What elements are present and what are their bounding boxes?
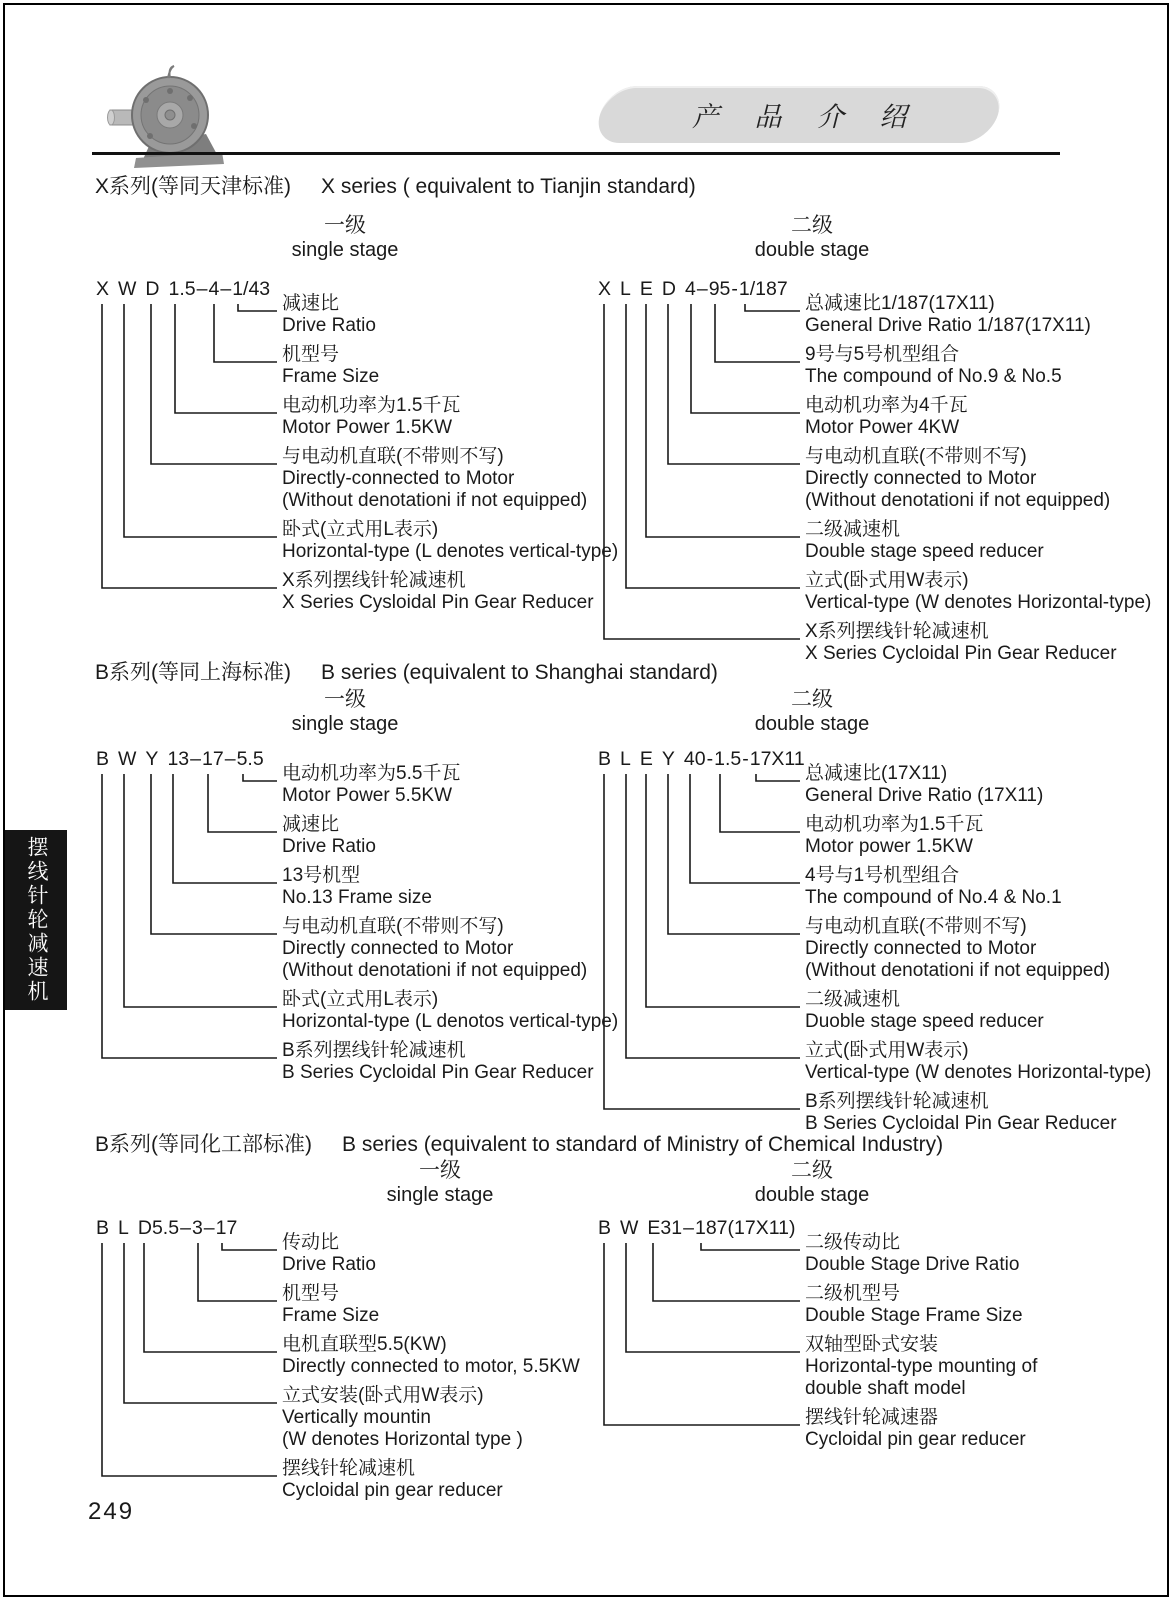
callout-item [805,915,1151,982]
callout-label-zh: 减速比 [282,814,340,835]
callout-item [805,762,1151,807]
model-code-segment: – [220,278,232,300]
stage-label-zh: 一级 [324,214,366,237]
callout-label-zh: 9号与5号机型组合 [805,344,960,365]
callout-label-en: X Series Cycloidal Pin Gear Reducer [805,643,1117,664]
callout-label-zh: X系列摆线针轮减速机 [282,570,466,591]
callout-label-zh: 二级机型号 [805,1283,901,1304]
callout-item [805,445,1151,512]
model-code-diagram [598,278,1158,664]
callout-item [805,292,1151,337]
callout-labels [805,1231,1037,1457]
callout-item [282,762,618,807]
callout-label-en: Directly connected to Motor [805,938,1037,959]
model-code-segment: W [620,1217,639,1239]
callout-item [282,988,618,1033]
chapter-side-tab [5,830,67,1010]
model-code-segment: D [661,278,676,300]
model-code-segment: Y [661,748,675,770]
callout-item [805,343,1151,388]
callout-label-zh: 卧式(立式用L表示) [282,989,439,1010]
stage-label-en: double stage [754,239,870,261]
model-code-segment: 4 [208,278,220,300]
model-code-segment: - [706,748,714,770]
chapter-side-tab-text: 摆线针轮减速机 [25,836,48,1004]
callout-label-en: (Without denotationi if not equipped) [282,490,588,511]
callout-label-zh: 立式安装(卧式用W表示) [282,1385,484,1406]
callout-item [805,569,1151,614]
model-code-segment: – [203,1217,215,1239]
model-code-segment: – [696,278,708,300]
stage-header-single [235,214,455,262]
callout-label-en: Vertically mountin [282,1407,431,1428]
callout-label-en: Drive Ratio [282,1254,376,1275]
callout-label-zh: 卧式(立式用L表示) [282,519,439,540]
callout-label-zh: 双轴型卧式安装 [805,1334,939,1355]
callout-label-zh: 减速比 [282,293,340,314]
callout-item [805,1039,1151,1084]
model-code-segment: – [683,1217,694,1239]
callout-label-zh: 总减速比1/187(17X11) [805,293,995,314]
model-code-segment: L [118,1217,129,1239]
callout-label-en: Horizontal-type (L denotos vertical-type) [282,1011,619,1032]
callout-label-zh: 立式(卧式用W表示) [805,570,969,591]
stage-header-single [235,688,455,736]
callout-label-zh: B系列摆线针轮减速机 [805,1091,989,1112]
callout-label-en: Drive Ratio [282,315,376,336]
model-code-segment: 17 [202,748,224,770]
callout-label-en: Vertical-type (W denotes Horizontal-type) [805,592,1152,613]
callout-label-en: Horizontal-type (L denotes vertical-type) [282,541,619,562]
callout-item [282,518,618,563]
callout-label-zh: 电动机功率为1.5千瓦 [805,814,984,835]
model-code-segment: B [598,1217,612,1239]
callout-item [805,1333,1037,1400]
product-intro-banner-text: 产 品 介 绍 [691,102,921,132]
section-title-zh: B系列(等同化工部标准) [95,1133,312,1156]
model-code-diagram [598,1217,1158,1450]
callout-label-zh: 与电动机直联(不带则不写) [282,916,504,937]
model-code-segment: B [598,748,612,770]
callout-label-zh: 摆线针轮减速器 [805,1407,939,1428]
callout-item [282,569,618,614]
model-code-diagram [96,278,619,613]
callout-labels [805,292,1151,671]
model-code-diagram [96,1217,591,1501]
model-code-segment: 5.5 [236,748,264,770]
callout-item [282,1282,580,1327]
model-code-segment: 1/43 [232,278,271,300]
callout-labels [282,1231,580,1508]
callout-label-en: (W denotes Horizontal type ) [282,1429,523,1450]
callout-label-en: Frame Size [282,1305,380,1326]
model-code-segment: 17X11 [749,748,805,770]
callout-label-zh: 二级传动比 [805,1232,901,1253]
callout-item [805,1282,1037,1327]
callout-label-en: General Drive Ratio (17X11) [805,785,1044,806]
callout-label-en: Drive Ratio [282,836,376,857]
page-number: 249 [88,1498,135,1525]
callout-item [805,620,1151,665]
product-intro-banner [591,86,1006,143]
stage-label-en: single stage [386,1184,494,1206]
callout-label-en: B Series Cycloidal Pin Gear Reducer [282,1062,594,1083]
callout-item [282,394,618,439]
callout-item [282,813,618,858]
stage-label-en: double stage [754,1184,870,1206]
stage-label-zh: 二级 [791,688,833,711]
model-code-segment: – [190,748,201,770]
callout-item [282,1457,580,1502]
model-code-segment: X [598,278,612,300]
model-code-segment: 95 [708,278,731,300]
model-code-segment: 1/187 [738,278,788,300]
model-code-segment: B [96,1217,110,1239]
stage-label-en: double stage [754,713,870,735]
model-code-segment: X [96,278,110,300]
model-code-segment: - [742,748,749,770]
callout-label-en: Cycloidal pin gear reducer [805,1429,1026,1450]
callout-item [805,988,1151,1033]
callout-label-zh: 摆线针轮减速机 [282,1458,416,1479]
callout-label-zh: 13号机型 [282,865,361,886]
model-code-segment: L [620,278,631,300]
model-code-segment: B [96,748,110,770]
section-title-en: B series (equivalent to standard of Ministry of Chemical Industry) [342,1133,944,1156]
model-code-segment: – [180,1217,191,1239]
callout-label-zh: 电动机功率为1.5千瓦 [282,395,461,416]
callout-item [805,518,1151,563]
model-code-segment: L [620,748,631,770]
callout-label-en: Double Stage Drive Ratio [805,1254,1020,1275]
model-code-segment: D [145,278,160,300]
callout-label-zh: X系列摆线针轮减速机 [805,621,989,642]
callout-label-en: (Without denotationi if not equipped) [805,490,1111,511]
callout-label-en: Double Stage Frame Size [805,1305,1023,1326]
callout-label-zh: 与电动机直联(不带则不写) [282,446,504,467]
callout-label-en: (Without denotationi if not equipped) [282,960,588,981]
model-code-segment: E [639,278,653,300]
callout-label-en: Double stage speed reducer [805,541,1044,562]
callout-label-zh: 与电动机直联(不带则不写) [805,446,1027,467]
model-code-segment: 1.5 [714,748,742,770]
callout-item [805,864,1151,909]
callout-label-en: Directly-connected to Motor [282,468,515,489]
callout-label-en: Vertical-type (W denotes Horizontal-type) [805,1062,1152,1083]
model-code-segment: E31 [647,1217,683,1239]
stage-label-zh: 二级 [791,214,833,237]
callout-label-zh: 传动比 [282,1232,340,1253]
stage-header-single [330,1159,550,1207]
section-title [95,170,696,200]
model-code-segment: D5.5 [137,1217,180,1239]
model-code-segment: W [118,748,137,770]
callout-label-en: double shaft model [805,1378,966,1399]
callout-label-en: (Without denotationi if not equipped) [805,960,1111,981]
callout-labels [805,762,1151,1141]
stage-label-en: single stage [291,713,399,735]
model-code-segment: 3 [191,1217,203,1239]
model-code-segment: 17 [215,1217,238,1239]
callout-label-en: The compound of No.9 & No.5 [805,366,1062,387]
callout-label-en: Motor power 1.5KW [805,836,973,857]
callout-label-zh: 电动机功率为5.5千瓦 [282,763,461,784]
callout-label-en: Frame Size [282,366,380,387]
callout-label-zh: 立式(卧式用W表示) [805,1040,969,1061]
callout-item [805,394,1151,439]
callout-item [282,1384,580,1451]
callout-label-en: X Series Cysloidal Pin Gear Reducer [282,592,594,613]
callout-item [282,1333,580,1378]
stage-header-double [702,688,922,736]
section-title [95,1128,943,1158]
callout-item [282,445,618,512]
model-code-segment: 1.5 [168,278,196,300]
section-title-zh: X系列(等同天津标准) [95,175,291,198]
model-code-diagram [96,748,619,1083]
callout-item [282,1039,618,1084]
callout-label-en: No.13 Frame size [282,887,432,908]
model-code-segment: 4 [684,278,696,300]
callout-label-en: Directly connected to Motor [805,468,1037,489]
callout-labels [282,292,618,620]
callout-label-zh: 4号与1号机型组合 [805,865,960,886]
section-title-zh: B系列(等同上海标准) [95,661,291,684]
model-code-segment: W [118,278,137,300]
model-code-segment: – [224,748,236,770]
callout-item [282,343,618,388]
callout-label-zh: 总减速比(17X11) [805,763,948,784]
callout-item [805,1406,1037,1451]
callout-label-zh: 电动机功率为4千瓦 [805,395,968,416]
callout-label-en: Directly connected to Motor [282,938,514,959]
callout-label-en: Motor Power 4KW [805,417,960,438]
callout-item [805,813,1151,858]
callout-item [805,1231,1037,1276]
callout-label-zh: 二级减速机 [805,519,901,540]
callout-label-en: Cycloidal pin gear reducer [282,1480,503,1501]
callout-item [282,864,618,909]
callout-item [282,915,618,982]
model-code-segment: 40 [683,748,706,770]
model-code-segment: - [731,278,738,300]
callout-label-zh: 电机直联型5.5(KW) [282,1334,447,1355]
stage-label-zh: 一级 [324,688,366,711]
callout-label-en: Directly connected to motor, 5.5KW [282,1356,580,1377]
callout-label-en: General Drive Ratio 1/187(17X11) [805,315,1091,336]
section-title [95,656,718,686]
callout-label-zh: 机型号 [282,1283,340,1304]
callout-item [282,292,618,337]
model-code-segment: – [196,278,208,300]
callout-label-zh: 机型号 [282,344,340,365]
callout-label-zh: 与电动机直联(不带则不写) [805,916,1027,937]
stage-header-double [702,214,922,262]
callout-label-en: Motor Power 1.5KW [282,417,452,438]
model-code-segment: 187(17X11) [694,1217,796,1239]
callout-label-en: Motor Power 5.5KW [282,785,452,806]
model-code-segment: Y [145,748,159,770]
callout-label-zh: 二级减速机 [805,989,901,1010]
header-divider [92,152,1060,155]
callout-label-zh: B系列摆线针轮减速机 [282,1040,466,1061]
model-code-segment: 13 [167,748,190,770]
stage-label-zh: 一级 [419,1159,461,1182]
callout-label-en: Duoble stage speed reducer [805,1011,1044,1032]
section-title-en: X series ( equivalent to Tianjin standard) [321,175,696,198]
stage-header-double [702,1159,922,1207]
callout-label-en: B Series Cycloidal Pin Gear Reducer [805,1113,1117,1134]
model-code-diagram [598,748,1158,1134]
gear-reducer-photo [106,60,230,180]
callout-item [282,1231,580,1276]
section-title-en: B series (equivalent to Shanghai standard) [321,661,718,684]
callout-labels [282,762,618,1090]
stage-label-en: single stage [291,239,399,261]
callout-label-en: Horizontal-type mounting of [805,1356,1038,1377]
model-code-segment: E [639,748,653,770]
stage-label-zh: 二级 [791,1159,833,1182]
callout-label-en: The compound of No.4 & No.1 [805,887,1062,908]
